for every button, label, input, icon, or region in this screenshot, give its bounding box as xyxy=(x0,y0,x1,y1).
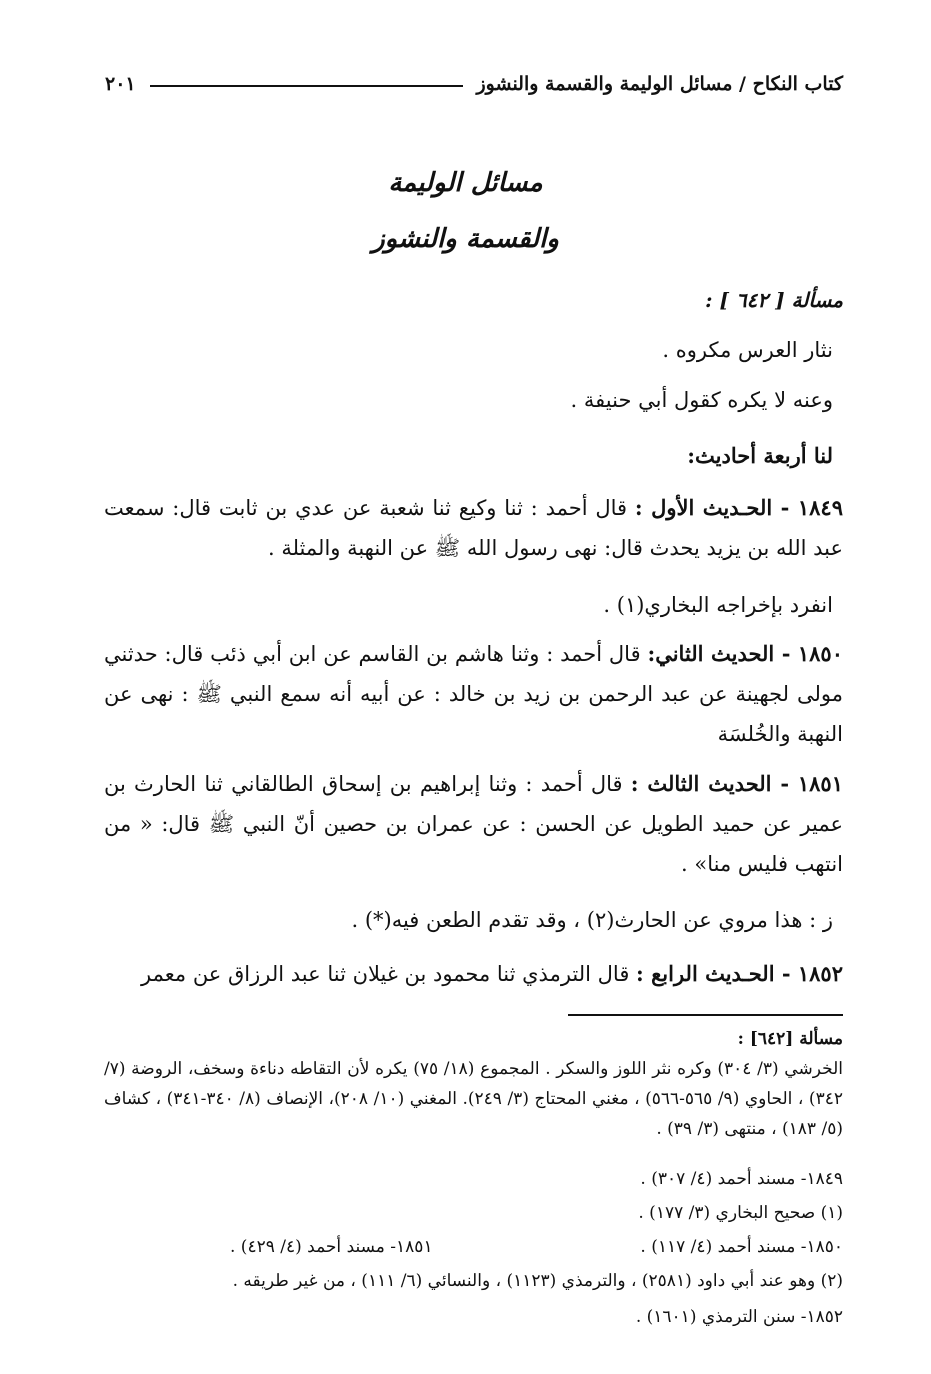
hadith-text: قال الترمذي ثنا محمود بن غيلان ثنا عبد الرزاق عن معمر xyxy=(141,962,630,986)
footnote-masala: مسألة [٦٤٢] : xyxy=(737,1029,843,1049)
header-rule xyxy=(150,85,463,87)
running-header xyxy=(105,66,843,102)
hadith-note: انفرد بإخراجه البخاري(١) . xyxy=(603,593,833,617)
masala-label: مسألة [ ٦٤٢ ] : xyxy=(705,288,843,312)
footnote: ١٨٤٩- مسند أحمد (٤/ ٣٠٧) . xyxy=(640,1169,843,1189)
footnote-row xyxy=(230,1232,843,1262)
hadith-1852 xyxy=(104,954,843,994)
footnote: الخرشي (٣/ ٣٠٤) وكره نثر اللوز والسكر . المجموع (١٨/ ٧٥) يكره لأن التقاطه دناءة وسخف، الروضة (٧/ ٣٤٢) ، الحاوي (٩/ ٥٦٥-٥٦٦) ، مغني المحتاج (٣/ ٢٤٩). المغني (١٠/ ٢٠٨)، الإنصاف (٨/ ٣٤٠-٣٤١) ، كشاف (٥/ ١٨٣) ، منتهى (٣/ ٣٩) . xyxy=(104,1059,843,1139)
section-heading-line1: مسائل الوليمة xyxy=(388,168,543,198)
hadith-lead: ١٨٥١ - الحديث الثالث : xyxy=(630,771,843,796)
hadith-lead: ١٨٥٢ - الحـديث الرابع : xyxy=(636,961,843,986)
paragraph: نثار العرس مكروه . xyxy=(662,338,833,362)
paragraph: لنا أربعة أحاديث: xyxy=(687,443,833,468)
hadith-text: قال أحمد : وثنا هاشم بن القاسم عن ابن أبي ذئب قال: حدثني مولى لجهينة عن عبد الرحمن بن زيد بن خالد : عن أبيه أنه سمع النبي ﷺ : نهى عن النهبة والخُلسَة xyxy=(104,642,843,746)
hadith-text: قال أحمد : ثنا وكيع ثنا شعبة عن عدي بن ثابت قال: سمعت عبد الله بن يزيد يحدث قال: نهى رسول الله ﷺ عن النهبة والمثلة . xyxy=(104,496,843,560)
footnote: (١) صحيح البخاري (٣/ ١٧٧) . xyxy=(638,1203,843,1223)
footnote: ١٨٥١- مسند أحمد (٤/ ٤٢٩) . xyxy=(230,1237,433,1257)
hadith-lead: ١٨٤٩ - الحـديث الأول : xyxy=(634,495,843,520)
hadith-1850 xyxy=(104,634,843,754)
hadith-lead: ١٨٥٠ - الحديث الثاني: xyxy=(647,641,843,666)
footnote: ١٨٥٢- سنن الترمذي (١٦٠١) . xyxy=(635,1307,843,1327)
hadith-text: قال أحمد : وثنا إبراهيم بن إسحاق الطالقاني ثنا الحارث بن عمير عن حميد الطويل عن الحسن : عن عمران بن حصين أنّ النبي ﷺ قال: « من انتهب فليس منا» . xyxy=(104,772,843,876)
section-heading-line2: والقسمة والنشوز xyxy=(372,224,559,254)
paragraph: وعنه لا يكره كقول أبي حنيفة . xyxy=(570,388,833,412)
footnote: ١٨٥٠- مسند أحمد (٤/ ١١٧) . xyxy=(640,1237,843,1257)
footnote-rule xyxy=(568,1014,843,1016)
running-title: كتاب النكاح / مسائل الوليمة والقسمة والنشوز xyxy=(476,73,843,95)
z-note: ز : هذا مروي عن الحارث(٢) ، وقد تقدم الطعن فيه(*) . xyxy=(351,908,833,932)
footnote: (٢) وهو عند أبي داود (٢٥٨١) ، والترمذي (١١٢٣) ، والنسائي (٦/ ١١١) ، من غير طريقه . xyxy=(232,1271,843,1291)
page-number: ٢٠١ xyxy=(105,73,136,95)
hadith-1849 xyxy=(104,488,843,568)
hadith-1851 xyxy=(104,764,843,884)
